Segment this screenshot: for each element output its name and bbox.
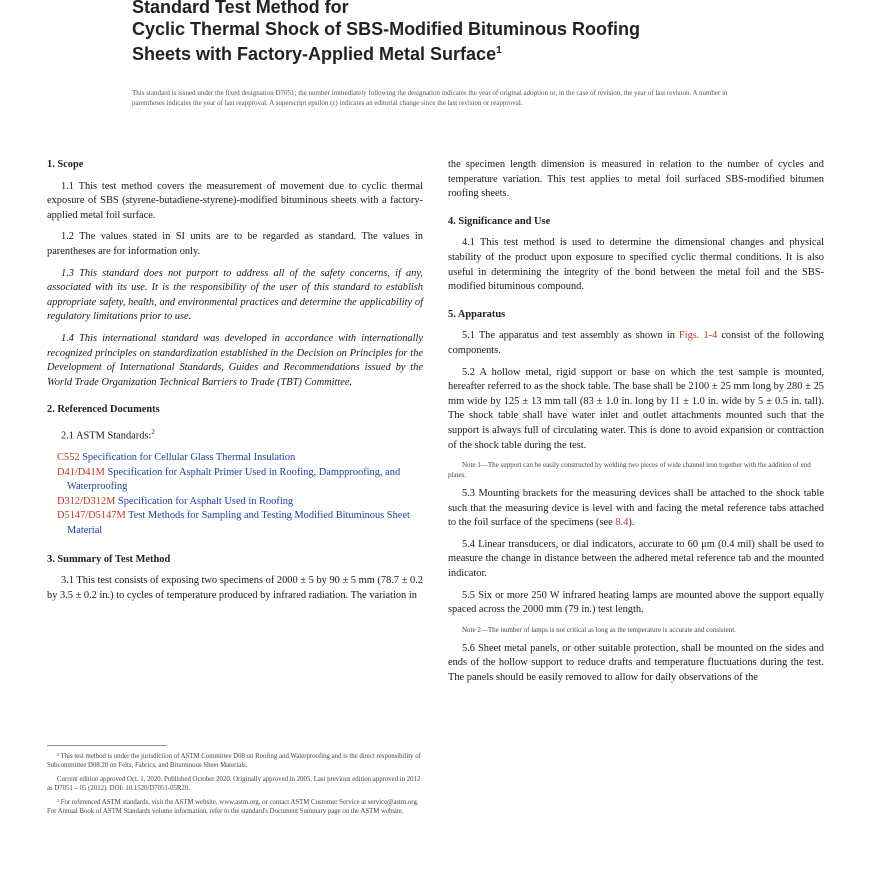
summary-continued: the specimen length dimension is measured in relation to the number of cycles and temperature variation. This test applies to metal foil surfaced SBS-modified bitumen roofing sheets.	[448, 159, 824, 200]
title-line-0: Standard Test Method for	[132, 0, 349, 17]
apparatus-5-1	[448, 329, 824, 358]
section-link[interactable]: 8.4	[615, 517, 629, 529]
scope-1-3: 1.3 This standard does not purport to address all of the safety concerns, if any, associated with its use. It is the responsibility of the user of this standard to establish appropriate safety, health, and environmental practices and determine the applicability of regulatory limitations prior to use.	[47, 267, 423, 323]
note-2: Note 2—The number of lamps is not critical as long as the temperature is accurate and consistent.	[462, 625, 736, 634]
title-line-2: Sheets with Factory-Applied Metal Surface	[132, 44, 497, 64]
apparatus-5-3-pre: 5.3 Mounting brackets for the measuring devices shall be attached to the shock table such that the measuring device is level with and facing the metal reference tabs attached to the foil surface of the specimens (see	[448, 488, 824, 529]
apparatus-5-5: 5.5 Six or more 250 W infrared heating lamps are mounted above the support equally spaced across the 2000 mm (79 in.) test length.	[448, 589, 824, 616]
significance-4-1: 4.1 This test method is used to determine the dimensional changes and physical stability of the product upon exposure to specified cyclic thermal conditions. It is also useful in determining the integrity of the bond between the metal foil and the SBS-modified bituminous compound.	[448, 237, 824, 293]
ref-code[interactable]: D41/D41M	[57, 466, 105, 478]
scope-heading: 1. Scope	[47, 159, 84, 170]
ref-title[interactable]: Specification for Cellular Glass Thermal Insulation	[82, 451, 296, 463]
ref-item[interactable]	[47, 495, 423, 510]
ref-item[interactable]	[47, 509, 423, 538]
apparatus-5-4: 5.4 Linear transducers, or dial indicators, accurate to 60 μm (0.4 mil) shall be used to measure the change in distance between the adhered metal reference tab and the mounted indicator.	[448, 538, 824, 580]
referenced-documents-heading: 2. Referenced Documents	[47, 404, 160, 416]
figs-link[interactable]: Figs. 1-4	[678, 330, 718, 342]
title-line-1: Cyclic Thermal Shock of SBS-Modified Bituminous Roofing	[132, 19, 641, 39]
ref-item[interactable]	[47, 451, 423, 466]
right-column	[448, 158, 824, 693]
footnote-rule	[47, 745, 167, 746]
footnote-2: ² For referenced ASTM standards, visit the ASTM website, www.astm.org, or contact ASTM Customer Service at service@astm.org. For Annual Book of ASTM Standards volume information, refer to the standard's Document Summary page on the ASTM website.	[47, 799, 419, 815]
footnote-1b: Current edition approved Oct. 1, 2020. Published October 2020. Originally approved in 2005. Last previous edition approved in 2012 as D7051 – 05 (2012). DOI: 10.1520/D7051-05R20.	[47, 776, 421, 792]
apparatus-5-3-post: ).	[628, 517, 635, 529]
ref-title[interactable]: Specification for Asphalt Primer Used in Roofing, Dampproofing, and Waterproofing	[67, 466, 401, 493]
footnote-1: ¹ This test method is under the jurisdiction of ASTM Committee D08 on Roofing and Waterproofing and is the direct responsibility of Subcommittee D08.20 on Felts, Fabrics, and Bituminous Sheet Materials.	[47, 753, 421, 769]
astm-standards-label	[47, 425, 423, 444]
ref-title[interactable]: Test Methods for Sampling and Testing Modified Bituminous Sheet Material	[67, 510, 410, 536]
ref-item[interactable]	[47, 466, 423, 495]
ref-code[interactable]: D312/D312M	[57, 495, 116, 507]
ref-code[interactable]: D5147/D5147M	[57, 510, 126, 522]
scope-1-4: 1.4 This international standard was developed in accordance with internationally recognized principles on standardization established in the Decision on Principles for the Development of International Standards, Guides and Recommendations issued by the World Trade Organization Technical Barriers to Trade (TBT) Committee.	[47, 332, 423, 388]
apparatus-5-2: 5.2 A hollow metal, rigid support or base on which the test sample is mounted, hereafter referred to as the shock table. The base shall be 2100 ± 25 mm long by 280 ± 25 mm wide by 125 ± 13 mm tall (83 ± 1.0 in. long by 11 ± 1.0 in. wide by 5 ± 0.5 in. tall). The shock table shall have water inlet and outlet attachments mounted such that the support is always full of circulating water. This is done to avoid expansion or contraction of the shock table during the test.	[448, 366, 824, 451]
left-column	[47, 158, 423, 610]
apparatus-5-1-post: consist of the following components.	[448, 330, 824, 356]
summary-heading: 3. Summary of Test Method	[47, 553, 171, 565]
ref-title[interactable]: Specification for Asphalt Used in Roofing	[117, 495, 294, 507]
apparatus-5-1-pre: 5.1 The apparatus and test assembly as shown in	[462, 330, 679, 342]
apparatus-5-3	[448, 487, 824, 531]
significance-heading: 4. Significance and Use	[448, 215, 551, 227]
footnotes	[47, 752, 423, 821]
document-title	[132, 0, 772, 65]
title-footnote-marker: 1	[496, 45, 502, 56]
scope-1-2: 1.2 The values stated in SI units are to be regarded as standard. The values in parentheses are for information only.	[47, 231, 423, 257]
astm-standards-sup: 2	[151, 427, 155, 436]
ref-code[interactable]: C552	[57, 451, 80, 463]
note-1: Note 1—The support can be easily constructed by welding two pieces of wide channel iron together with the addition of end plates.	[448, 461, 811, 480]
summary-3-1: 3.1 This test consists of exposing two specimens of 2000 ± 5 by 90 ± 5 mm (78.7 ± 0.2 by 3.5 ± 0.2 in.) to cycles of temperature produced by infrared radiation. The variation in	[47, 575, 423, 601]
apparatus-5-6: 5.6 Sheet metal panels, or other suitable protection, shall be mounted on the sides and ends of the hollow support to reduce drafts and temperature fluctuations during the test. The panels should be easily removed to allow for daily observations of the	[448, 642, 824, 684]
astm-standards-text: 2.1 ASTM Standards:	[61, 430, 152, 442]
designation-notice: This standard is issued under the fixed designation D7051; the number immediately following the designation indicates the year of original adoption or, in the case of revision, the year of last revision. A number in parentheses indicates the year of last reapproval. A superscript epsilon (ε) indicates an editorial change since the last revision or reapproval.	[132, 89, 728, 107]
scope-1-1: 1.1 This test method covers the measurement of movement due to cyclic thermal exposure of SBS (styrene-butadiene-styrene)-modified bituminous sheets with a factory-applied metal foil surface.	[47, 180, 423, 221]
apparatus-heading: 5. Apparatus	[448, 308, 506, 320]
